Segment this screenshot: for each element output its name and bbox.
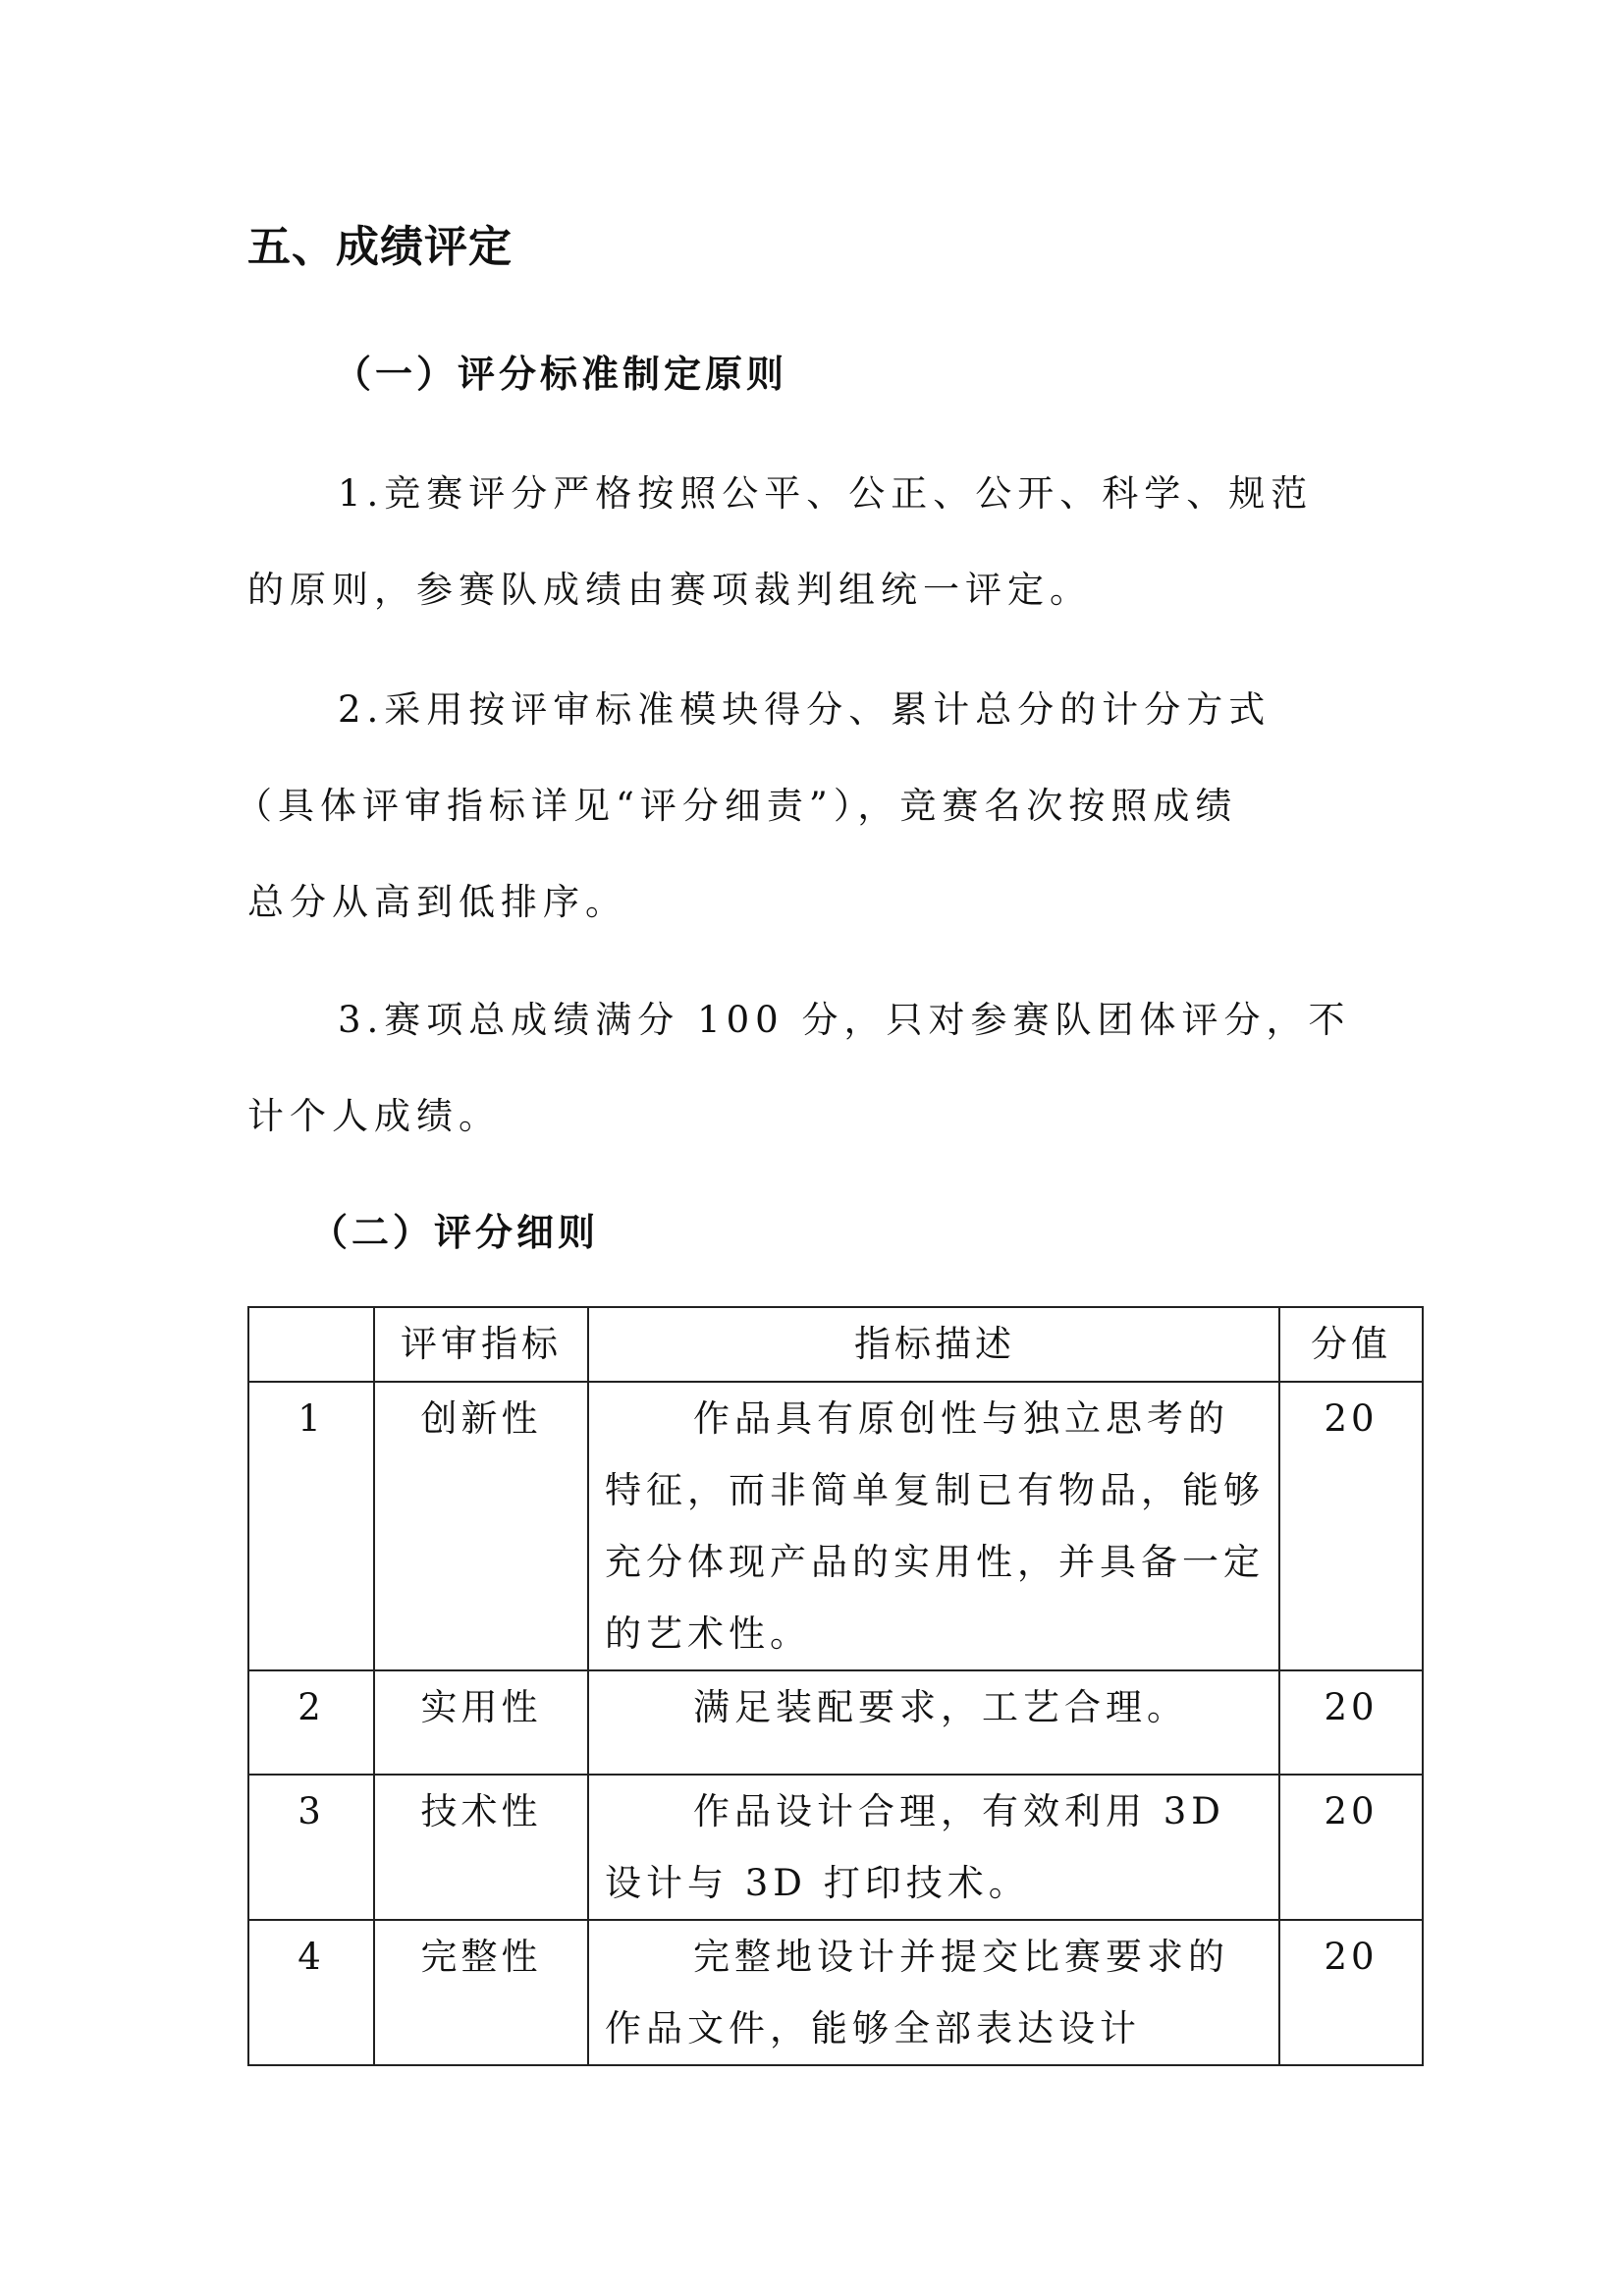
row-index: 4 [248, 1920, 374, 2065]
row-score: 20 [1279, 1670, 1423, 1775]
row-index: 3 [248, 1775, 374, 1920]
paragraph-line: 2.采用按评审标准模块得分、累计总分的计分方式 [338, 688, 1271, 731]
header-cell-description: 指标描述 [588, 1307, 1279, 1382]
paragraph-1 [247, 469, 1347, 662]
header-cell-index [248, 1307, 374, 1382]
paragraph-line: 的原则，参赛队成绩由赛项裁判组统一评定。 [247, 569, 1092, 611]
row-description [588, 1670, 1279, 1775]
row-index: 2 [248, 1670, 374, 1775]
subsection-heading-principles: （一）评分标准制定原则 [334, 353, 788, 396]
scoring-table [247, 1306, 1424, 2066]
row-score: 20 [1279, 1920, 1423, 2065]
row-description [588, 1775, 1279, 1920]
row-score: 20 [1279, 1382, 1423, 1670]
header-cell-score: 分值 [1279, 1307, 1423, 1382]
row-description-text: 作品设计合理，有效利用 3D 设计与 3D 打印技术。 [605, 1790, 1225, 1904]
row-description-text: 完整地设计并提交比赛要求的作品文件，能够全部表达设计 [605, 1936, 1229, 2050]
subsection-heading-scoring-rules: （二）评分细则 [310, 1211, 600, 1254]
row-index: 1 [248, 1382, 374, 1670]
section-title: 五、成绩评定 [247, 222, 513, 272]
header-cell-criterion: 评审指标 [374, 1307, 588, 1382]
paragraph-line: 1.竞赛评分严格按照公平、公正、公开、科学、规范 [338, 472, 1314, 515]
row-criterion: 技术性 [374, 1775, 588, 1920]
paragraph-2 [236, 685, 1347, 974]
row-description [588, 1382, 1279, 1670]
table-row [248, 1920, 1423, 2065]
table-header-row [248, 1307, 1423, 1382]
table-row [248, 1775, 1423, 1920]
row-criterion: 创新性 [374, 1382, 588, 1670]
paragraph-line: 3.赛项总成绩满分 100 分，只对参赛队团体评分，不 [338, 999, 1351, 1041]
row-criterion: 完整性 [374, 1920, 588, 2065]
paragraph-line: 总分从高到低排序。 [247, 881, 627, 923]
row-description [588, 1920, 1279, 2065]
row-description-text: 满足装配要求，工艺合理。 [693, 1686, 1188, 1728]
row-criterion: 实用性 [374, 1670, 588, 1775]
paragraph-3 [247, 996, 1351, 1188]
row-score: 20 [1279, 1775, 1423, 1920]
paragraph-line: （具体评审指标详见“评分细责”），竞赛名次按照成绩 [236, 785, 1238, 827]
row-description-text: 作品具有原创性与独立思考的特征，而非简单复制已有物品，能够充分体现产品的实用性，并具备一定的艺术性。 [605, 1397, 1265, 1655]
table-row [248, 1382, 1423, 1670]
paragraph-line: 计个人成绩。 [247, 1095, 501, 1137]
table-row [248, 1670, 1423, 1775]
